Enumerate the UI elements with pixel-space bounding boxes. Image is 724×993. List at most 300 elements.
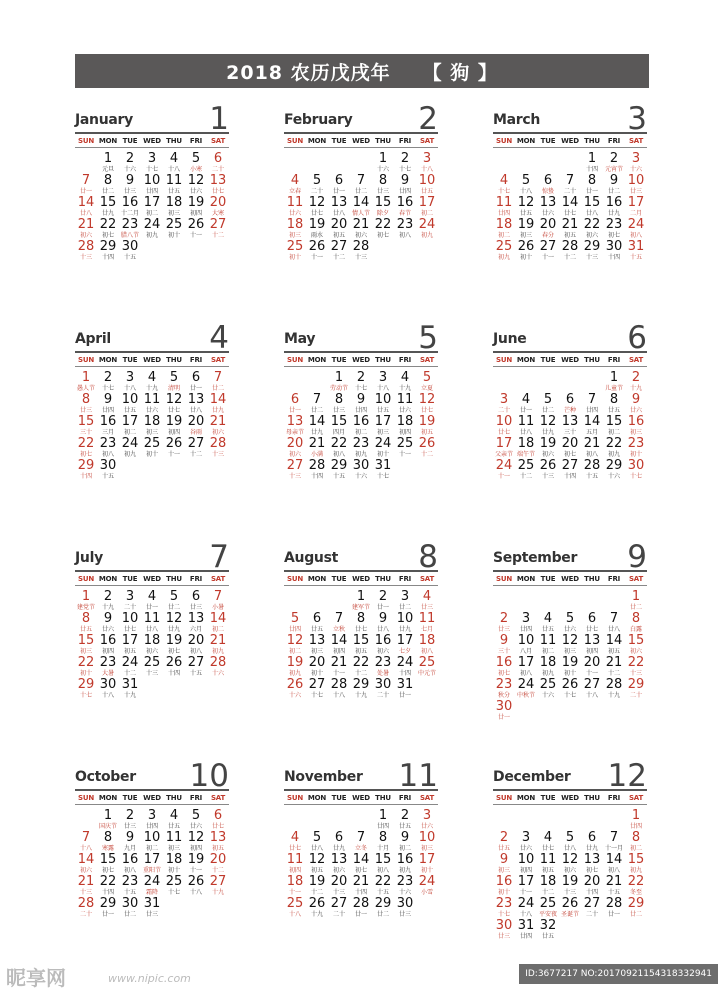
- month-march: [493, 100, 647, 310]
- day-cell: [372, 459, 394, 481]
- lunar-label: 二十: [497, 407, 510, 414]
- lunar-label: 初四: [585, 648, 598, 655]
- day-number: 1: [631, 808, 641, 823]
- day-number: 30: [495, 918, 513, 933]
- day-cell: [75, 897, 97, 919]
- day-number: 18: [143, 633, 161, 648]
- day-cell: [537, 875, 559, 897]
- lunar-label: 十二: [541, 889, 554, 896]
- day-grid: [493, 152, 647, 262]
- lunar-label: 十七: [398, 166, 411, 173]
- lunar-label: 腊八节: [120, 232, 139, 239]
- month-header: [493, 538, 647, 575]
- day-cell: [493, 656, 515, 678]
- day-cell: [207, 590, 229, 612]
- day-number: 28: [352, 896, 370, 911]
- lunar-label: 廿四: [519, 626, 532, 633]
- empty-cell: [515, 590, 537, 612]
- day-cell: [75, 371, 97, 393]
- weekday-header: [493, 572, 647, 585]
- day-number: 20: [209, 852, 227, 867]
- day-number: 8: [356, 611, 366, 626]
- day-cell: [493, 393, 515, 415]
- day-number: 10: [495, 414, 513, 429]
- lunar-label: 廿八: [563, 845, 576, 852]
- lunar-label: 三十: [563, 429, 576, 436]
- weekday-label: SAT: [419, 355, 435, 364]
- day-cell: [284, 240, 306, 262]
- lunar-label: 初三: [629, 429, 642, 436]
- weekday-label: MON: [307, 793, 327, 802]
- day-cell: [350, 656, 372, 678]
- lunar-label: 初九: [541, 670, 554, 677]
- weekday-label: THU: [166, 574, 182, 583]
- day-number: 26: [187, 217, 205, 232]
- lunar-label: 十七: [497, 188, 510, 195]
- lunar-label: 十九: [398, 385, 411, 392]
- day-cell: [537, 437, 559, 459]
- lunar-label: 初四: [398, 429, 411, 436]
- day-number: 6: [213, 151, 223, 166]
- lunar-label: 初二: [541, 648, 554, 655]
- day-cell: [97, 393, 119, 415]
- day-cell: [185, 152, 207, 174]
- month-february: [284, 100, 438, 310]
- lunar-label: 廿一: [376, 604, 389, 611]
- day-cell: [97, 853, 119, 875]
- day-cell: [515, 459, 537, 481]
- day-number: 26: [286, 677, 304, 692]
- day-cell: [559, 218, 581, 240]
- weekday-header: [493, 134, 647, 147]
- day-cell: [515, 612, 537, 634]
- weekday-rule: [75, 147, 229, 148]
- lunar-label: 初三: [145, 429, 158, 436]
- day-number: 23: [605, 217, 623, 232]
- day-number: 11: [495, 195, 513, 210]
- day-number: 3: [147, 151, 157, 166]
- lunar-label: 廿九: [398, 626, 411, 633]
- lunar-label: 初六: [354, 232, 367, 239]
- day-number: 9: [499, 852, 509, 867]
- day-cell: [559, 831, 581, 853]
- lunar-label: 惊蛰: [541, 188, 554, 195]
- day-number: 6: [334, 830, 344, 845]
- day-number: 17: [517, 655, 535, 670]
- weekday-label: FRI: [189, 793, 203, 802]
- lunar-label: 初七: [607, 232, 620, 239]
- lunar-label: 平安夜: [538, 911, 557, 918]
- day-number: 1: [81, 589, 91, 604]
- day-cell: [163, 437, 185, 459]
- lunar-label: 十五: [101, 473, 114, 480]
- day-cell: [284, 678, 306, 700]
- day-cell: [603, 897, 625, 919]
- day-cell: [328, 437, 350, 459]
- day-number: 29: [99, 896, 117, 911]
- weekday-label: MON: [98, 793, 118, 802]
- day-cell: [75, 831, 97, 853]
- day-number: 12: [187, 173, 205, 188]
- day-cell: [185, 437, 207, 459]
- lunar-label: 初三: [497, 867, 510, 874]
- day-cell: [350, 437, 372, 459]
- lunar-label: 廿五: [420, 188, 433, 195]
- lunar-label: 廿七: [288, 845, 301, 852]
- day-number: 20: [187, 414, 205, 429]
- day-number: 5: [191, 808, 201, 823]
- lunar-label: 初五: [607, 648, 620, 655]
- weekday-rule: [284, 147, 438, 148]
- day-number: 17: [495, 436, 513, 451]
- lunar-label: 初四: [288, 867, 301, 874]
- lunar-label: 廿九: [541, 429, 554, 436]
- day-number: 23: [374, 655, 392, 670]
- lunar-label: 除夕: [376, 210, 389, 217]
- day-cell: [625, 437, 647, 459]
- day-cell: [119, 678, 141, 700]
- day-number: 22: [77, 436, 95, 451]
- day-number: 1: [81, 370, 91, 385]
- day-cell: [493, 240, 515, 262]
- day-cell: [625, 152, 647, 174]
- day-number: 28: [583, 458, 601, 473]
- lunar-label: 廿五: [497, 845, 510, 852]
- lunar-label: 十七: [167, 889, 180, 896]
- day-number: 29: [605, 458, 623, 473]
- day-number: 15: [374, 852, 392, 867]
- day-grid: [284, 152, 438, 262]
- weekday-label: FRI: [189, 574, 203, 583]
- day-number: 4: [290, 830, 300, 845]
- month-july: [75, 538, 229, 748]
- day-number: 6: [587, 611, 597, 626]
- day-number: 16: [627, 414, 645, 429]
- day-number: 30: [627, 458, 645, 473]
- weekday-label: THU: [166, 793, 182, 802]
- month-number: 12: [607, 758, 647, 794]
- day-number: 21: [77, 217, 95, 232]
- day-number: 7: [81, 830, 91, 845]
- day-cell: [537, 634, 559, 656]
- day-cell: [284, 612, 306, 634]
- lunar-label: 十九: [629, 385, 642, 392]
- day-cell: [306, 415, 328, 437]
- lunar-label: 二十: [79, 911, 92, 918]
- lunar-label: 初八: [101, 451, 114, 458]
- day-number: 6: [334, 173, 344, 188]
- day-cell: [603, 612, 625, 634]
- day-cell: [416, 656, 438, 678]
- day-number: 29: [374, 896, 392, 911]
- empty-cell: [350, 152, 372, 174]
- lunar-label: 二十: [211, 166, 224, 173]
- lunar-label: 初九: [354, 451, 367, 458]
- lunar-label: 十六: [123, 166, 136, 173]
- lunar-label: 十八: [123, 385, 136, 392]
- lunar-label: 廿二: [629, 604, 642, 611]
- lunar-label: 十九: [354, 692, 367, 699]
- month-november: [284, 757, 438, 967]
- day-cell: [97, 590, 119, 612]
- day-cell: [207, 437, 229, 459]
- weekday-label: SAT: [628, 793, 644, 802]
- day-number: 13: [308, 633, 326, 648]
- lunar-label: 十七: [563, 692, 576, 699]
- day-number: 2: [499, 830, 509, 845]
- day-cell: [97, 809, 119, 831]
- day-number: 9: [125, 173, 135, 188]
- day-number: 25: [286, 896, 304, 911]
- weekday-label: THU: [166, 136, 182, 145]
- lunar-label: 廿一: [607, 911, 620, 918]
- day-cell: [119, 875, 141, 897]
- day-cell: [581, 393, 603, 415]
- weekday-label: WED: [352, 355, 370, 364]
- lunar-label: 十八: [101, 692, 114, 699]
- day-number: 30: [374, 677, 392, 692]
- day-number: 3: [147, 808, 157, 823]
- day-number: 20: [539, 217, 557, 232]
- day-cell: [207, 809, 229, 831]
- lunar-label: 十六: [211, 670, 224, 677]
- day-number: 12: [187, 830, 205, 845]
- lunar-label: 十六: [607, 473, 620, 480]
- lunar-label: 廿八: [332, 210, 345, 217]
- day-grid: [493, 590, 647, 722]
- empty-cell: [493, 371, 515, 393]
- day-number: 14: [605, 633, 623, 648]
- day-cell: [306, 612, 328, 634]
- day-cell: [207, 634, 229, 656]
- day-cell: [306, 240, 328, 262]
- lunar-label: 廿四: [629, 823, 642, 830]
- day-cell: [537, 897, 559, 919]
- day-cell: [416, 437, 438, 459]
- day-number: 24: [418, 217, 436, 232]
- lunar-label: 二十: [585, 911, 598, 918]
- day-cell: [603, 393, 625, 415]
- day-cell: [350, 590, 372, 612]
- day-cell: [97, 437, 119, 459]
- lunar-label: 重阳节: [142, 867, 161, 874]
- weekday-label: MON: [307, 574, 327, 583]
- month-header: [75, 319, 229, 356]
- day-cell: [75, 875, 97, 897]
- day-cell: [97, 612, 119, 634]
- weekday-label: THU: [584, 136, 600, 145]
- day-cell: [306, 831, 328, 853]
- day-number: 2: [400, 151, 410, 166]
- day-grid: [284, 590, 438, 700]
- day-number: 7: [312, 392, 322, 407]
- day-cell: [559, 634, 581, 656]
- lunar-label: 初九: [398, 867, 411, 874]
- day-cell: [207, 875, 229, 897]
- day-cell: [163, 371, 185, 393]
- day-number: 5: [191, 151, 201, 166]
- day-cell: [284, 634, 306, 656]
- lunar-label: 初十: [145, 451, 158, 458]
- day-number: 4: [499, 173, 509, 188]
- empty-cell: [350, 809, 372, 831]
- lunar-label: 春分: [541, 232, 554, 239]
- day-cell: [515, 174, 537, 196]
- day-cell: [394, 152, 416, 174]
- day-cell: [559, 437, 581, 459]
- lunar-label: 十七: [376, 473, 389, 480]
- day-number: 4: [147, 589, 157, 604]
- day-number: 31: [374, 458, 392, 473]
- day-cell: [284, 831, 306, 853]
- lunar-label: 廿九: [167, 626, 180, 633]
- lunar-label: 廿四: [519, 933, 532, 940]
- day-cell: [328, 196, 350, 218]
- lunar-label: 母亲节: [285, 429, 304, 436]
- day-number: 28: [77, 239, 95, 254]
- day-cell: [185, 371, 207, 393]
- day-cell: [603, 831, 625, 853]
- month-header: [75, 538, 229, 575]
- lunar-label: 初三: [167, 845, 180, 852]
- day-number: 18: [418, 633, 436, 648]
- weekday-header: [75, 572, 229, 585]
- day-cell: [350, 196, 372, 218]
- day-cell: [493, 218, 515, 240]
- day-number: 28: [209, 436, 227, 451]
- month-name: November: [284, 769, 363, 785]
- day-number: 23: [627, 436, 645, 451]
- lunar-label: 十八: [332, 692, 345, 699]
- lunar-label: 初三: [288, 232, 301, 239]
- day-cell: [394, 612, 416, 634]
- weekday-label: WED: [143, 136, 161, 145]
- day-cell: [625, 809, 647, 831]
- day-number: 14: [605, 852, 623, 867]
- lunar-label: 十四: [101, 889, 114, 896]
- day-cell: [306, 196, 328, 218]
- day-cell: [328, 853, 350, 875]
- day-cell: [141, 415, 163, 437]
- day-number: 20: [308, 655, 326, 670]
- lunar-label: 十三: [629, 670, 642, 677]
- day-cell: [625, 678, 647, 700]
- lunar-label: 寒露: [101, 845, 114, 852]
- day-number: 15: [77, 414, 95, 429]
- weekday-label: FRI: [607, 355, 621, 364]
- day-number: 12: [561, 633, 579, 648]
- day-cell: [306, 174, 328, 196]
- month-header: [493, 100, 647, 137]
- day-number: 29: [627, 896, 645, 911]
- day-number: 3: [125, 370, 135, 385]
- day-cell: [625, 459, 647, 481]
- day-number: 12: [418, 392, 436, 407]
- day-cell: [515, 240, 537, 262]
- day-number: 8: [378, 830, 388, 845]
- day-cell: [603, 415, 625, 437]
- lunar-label: 初二: [497, 232, 510, 239]
- lunar-label: 初四: [332, 648, 345, 655]
- day-cell: [559, 393, 581, 415]
- day-grid: [284, 371, 438, 481]
- lunar-label: 圣诞节: [560, 911, 579, 918]
- lunar-label: 廿五: [79, 626, 92, 633]
- lunar-label: 十四: [354, 889, 367, 896]
- month-name: August: [284, 550, 339, 566]
- lunar-label: 清明: [167, 385, 180, 392]
- lunar-label: 初六: [288, 451, 301, 458]
- day-number: 27: [308, 677, 326, 692]
- day-cell: [207, 656, 229, 678]
- empty-cell: [493, 809, 515, 831]
- lunar-label: 十七: [629, 473, 642, 480]
- day-cell: [306, 656, 328, 678]
- weekday-label: SUN: [287, 136, 303, 145]
- day-cell: [141, 371, 163, 393]
- day-number: 25: [418, 655, 436, 670]
- lunar-label: 小暑: [211, 604, 224, 611]
- lunar-label: 廿八: [189, 407, 202, 414]
- lunar-label: 十四: [310, 473, 323, 480]
- weekday-label: FRI: [607, 793, 621, 802]
- lunar-label: 十一: [398, 451, 411, 458]
- day-number: 18: [286, 217, 304, 232]
- empty-cell: [559, 371, 581, 393]
- lunar-label: 父亲节: [494, 451, 513, 458]
- day-number: 5: [312, 830, 322, 845]
- day-cell: [493, 612, 515, 634]
- day-number: 1: [103, 151, 113, 166]
- day-cell: [581, 415, 603, 437]
- lunar-label: 廿三: [497, 626, 510, 633]
- lunar-label: 廿六: [189, 823, 202, 830]
- day-cell: [185, 853, 207, 875]
- lunar-label: 廿二: [354, 188, 367, 195]
- lunar-label: 初十: [376, 451, 389, 458]
- lunar-label: 三十: [497, 648, 510, 655]
- month-name: October: [75, 769, 136, 785]
- day-cell: [493, 174, 515, 196]
- lunar-label: 建党节: [76, 604, 95, 611]
- lunar-label: 廿六: [288, 210, 301, 217]
- day-cell: [416, 393, 438, 415]
- day-cell: [416, 831, 438, 853]
- day-number: 12: [165, 611, 183, 626]
- day-cell: [328, 897, 350, 919]
- weekday-header: [284, 572, 438, 585]
- day-cell: [394, 656, 416, 678]
- day-number: 26: [308, 239, 326, 254]
- lunar-label: 愚人节: [76, 385, 95, 392]
- lunar-label: 廿三: [123, 823, 136, 830]
- month-name: March: [493, 112, 541, 128]
- day-cell: [163, 809, 185, 831]
- day-cell: [185, 612, 207, 634]
- day-number: 22: [77, 655, 95, 670]
- day-cell: [581, 196, 603, 218]
- day-cell: [394, 218, 416, 240]
- lunar-label: 初九: [145, 232, 158, 239]
- lunar-label: 廿二: [607, 188, 620, 195]
- day-cell: [141, 897, 163, 919]
- lunar-label: 二十: [376, 692, 389, 699]
- day-number: 1: [356, 589, 366, 604]
- lunar-label: 廿五: [607, 407, 620, 414]
- day-cell: [416, 634, 438, 656]
- day-cell: [306, 853, 328, 875]
- weekday-label: SAT: [210, 793, 226, 802]
